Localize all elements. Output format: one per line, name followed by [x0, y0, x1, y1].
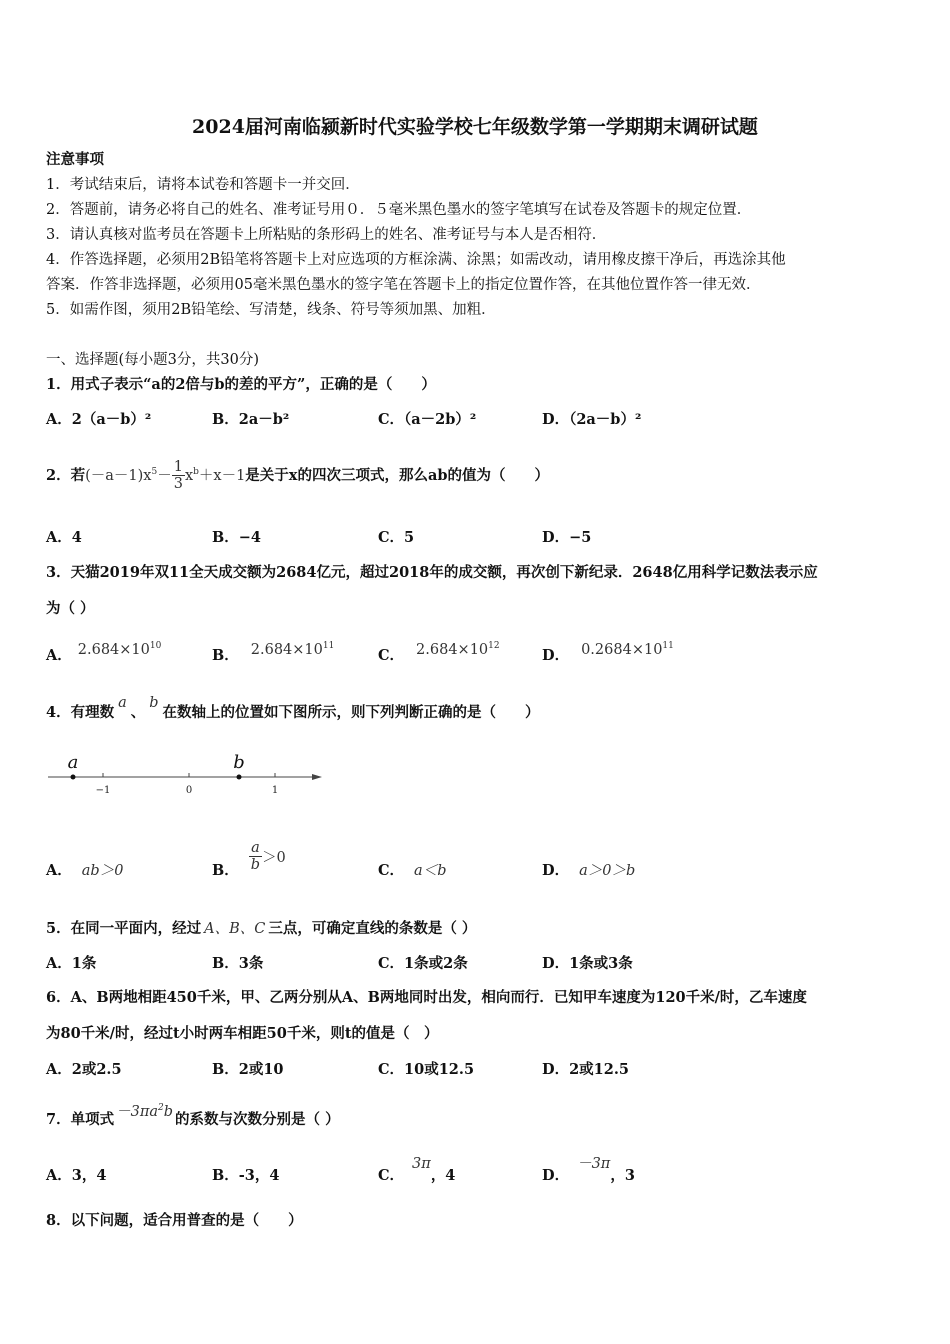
- question-6-option-d: D．2或12.5: [542, 1061, 629, 1078]
- question-2-stem: [46, 454, 549, 494]
- notice-item: 5．如需作图，须用2B铅笔绘、写清楚，线条、符号等须加黑、加粗．: [46, 302, 496, 318]
- question-6-option-b: B．2或10: [212, 1061, 284, 1078]
- question-3-stem-line-2: 为（ ）: [46, 600, 95, 617]
- question-2-option-c: C．5: [378, 529, 415, 546]
- question-3-option-c: C． $2.684\times 10^{12}$: [378, 641, 500, 664]
- tick-label-one: 1: [271, 785, 279, 796]
- question-4-stem: 4．有理数a、b在数轴上的位置如下图所示，则下列判断正确的是（ ）: [46, 695, 540, 721]
- notice-heading: 注意事项: [46, 151, 104, 168]
- question-2-fraction: $\frac{1}{3}$: [173, 459, 183, 493]
- question-7-expression: $-3\pi a^2b$: [116, 1103, 174, 1120]
- question-7-option-a: A．3，4: [46, 1167, 107, 1184]
- question-1-option-a: A．2（a－b）²: [46, 411, 152, 428]
- number-line-arrow: [312, 774, 322, 780]
- question-4-option-b: B． $\frac{a}{b}$ ＞0: [212, 840, 286, 879]
- question-4-var-a: a: [118, 695, 127, 711]
- question-5-stem: 5．在同一平面内，经过 A、B、C 三点，可确定直线的条数是（ ）: [46, 920, 477, 937]
- question-2-suffix: 是关于x的四次三项式，那么ab的值为（ ）: [245, 466, 549, 484]
- notice-item: 4．作答选择题，必须用2B铅笔将答题卡上对应选项的方框涂满、涂黑；如需改动，请用橡皮擦干净后，再选涂其他: [46, 252, 786, 268]
- question-3-option-d: D． $0.2684\times 10^{11}$: [542, 641, 674, 664]
- question-3-option-b: B． $2.684\times 10^{11}$: [212, 641, 335, 664]
- point-a-label: a: [67, 752, 79, 773]
- tick-label-zero: 0: [185, 785, 193, 796]
- question-6-option-c: C．10或12.5: [378, 1061, 475, 1078]
- question-2-option-b: B．−4: [212, 529, 261, 546]
- notice-item: 答案．作答非选择题，必须用05毫米黑色墨水的签字笔在答题卡上的指定位置作答，在其他位置作答一律无效．: [46, 277, 761, 293]
- question-6-stem-line-1: 6．A、B两地相距450千米，甲、乙两分别从A、B两地同时出发，相向而行．已知甲车速度为120千米/时，乙车速度: [46, 989, 807, 1006]
- question-5-option-d: D．1条或3条: [542, 955, 633, 972]
- page-title: 2024届河南临颍新时代实验学校七年级数学第一学期期末调研试题: [192, 116, 758, 138]
- question-4-option-a: A． ab＞0: [46, 862, 124, 879]
- question-3-stem-line-1: 3．天猫2019年双11全天成交额为2684亿元，超过2018年的成交额，再次创下新纪录．2648亿用科学记数法表示应: [46, 564, 818, 581]
- question-2-expression: $(-a-1)x^5-$ $\frac{1}{3}$ $x^b+x-1$: [85, 459, 246, 493]
- question-5-option-b: B．3条: [212, 955, 264, 972]
- question-3-option-a: A． $2.684\times 10^{10}$: [46, 641, 162, 664]
- section-heading: 一、选择题(每小题3分，共30分): [46, 352, 259, 368]
- question-4-var-b: b: [149, 695, 159, 711]
- question-7-stem: 7．单项式 $-3\pi a^2b$ 的系数与次数分别是（ ）: [46, 1103, 340, 1128]
- question-6-option-a: A．2或2.5: [46, 1061, 122, 1078]
- question-1-option-d: D．（2a－b）²: [542, 411, 642, 428]
- question-5-option-a: A．1条: [46, 955, 97, 972]
- notice-item: 3．请认真核对监考员在答题卡上所粘贴的条形码上的姓名、准考证号与本人是否相符．: [46, 227, 607, 243]
- point-a-dot: [71, 775, 76, 780]
- number-line-figure: [44, 748, 329, 802]
- point-b-label: b: [233, 752, 245, 773]
- question-7-option-d: D．－3π，3: [542, 1156, 635, 1184]
- question-8-stem: 8．以下问题，适合用普查的是（ ）: [46, 1212, 303, 1229]
- question-1-option-c: C．（a－2b）²: [378, 411, 477, 428]
- question-2-option-a: A．4: [46, 529, 82, 546]
- question-4-option-c: C． a＜b: [378, 862, 447, 879]
- question-5-option-c: C．1条或2条: [378, 955, 468, 972]
- notice-item: 1．考试结束后，请将本试卷和答题卡一并交回．: [46, 177, 360, 193]
- question-4-option-d: D． a＞0＞b: [542, 862, 636, 879]
- question-7-option-c: C．3π，4: [378, 1156, 456, 1184]
- tick-label-minus-one: −1: [95, 785, 111, 796]
- question-1-stem: 1．用式子表示“a的2倍与b的差的平方”，正确的是（ ）: [46, 376, 436, 393]
- question-2-option-d: D．−5: [542, 529, 592, 546]
- question-1-option-b: B．2a－b²: [212, 411, 290, 428]
- question-7-option-b: B．-3，4: [212, 1167, 280, 1184]
- point-b-dot: [237, 775, 242, 780]
- question-6-stem-line-2: 为80千米/时，经过t小时两车相距50千米，则t的值是（ ）: [46, 1025, 439, 1042]
- question-2-prefix: 2．若: [46, 466, 86, 484]
- notice-item: 2．答题前，请务必将自己的姓名、准考证号用０．５毫米黑色墨水的签字笔填写在试卷及答题卡的规定位置．: [46, 202, 752, 218]
